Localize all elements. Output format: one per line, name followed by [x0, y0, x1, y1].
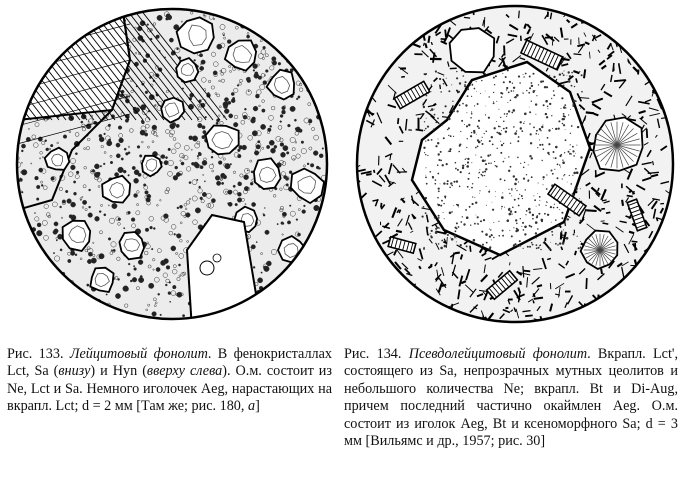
pseudoleucite-phonolite-thin-section [352, 0, 678, 330]
caption-run: Рис. 133. [7, 346, 70, 362]
caption-run: ] [255, 398, 260, 415]
figure-133-micrograph [12, 0, 332, 330]
caption-run: . В фенокристаллах Lct, Sa ( [7, 346, 332, 380]
caption-run: а [248, 398, 256, 415]
caption-run: ). О.м. состоит из Ne, Lct и Sa. Немного иголочек Aeg, нарастающих на вкрапл. Lct; d = 2 мм [Там же; рис. 180, [7, 363, 332, 415]
figure-134-caption [344, 346, 678, 450]
caption-run: Лейцитовый фонолит [69, 346, 208, 362]
caption-run: Псевдолейцитовый фонолит [408, 346, 588, 362]
leucite-phonolite-thin-section [12, 0, 332, 330]
caption-run: вверху слева [146, 363, 223, 380]
caption-run: внизу [58, 363, 91, 380]
caption-run: ) и Hyn ( [90, 363, 147, 380]
figure-133-caption [7, 346, 332, 416]
caption-run: Рис. 134. [344, 346, 409, 362]
figure-134-micrograph [352, 0, 678, 330]
caption-run: . Вкрапл. Lct', состоящего из Sa, непрозрачных мутных цеолитов и небольшого количества Ne; вкрапл. Bt и Di-Aug, причем последний частично окаймлен Aeg. О.м. состоит из иголок Aeg, Bt и ксеноморфного Sa; d = 3 мм [Вильямс и др., 1957; рис. 30] [344, 346, 679, 450]
